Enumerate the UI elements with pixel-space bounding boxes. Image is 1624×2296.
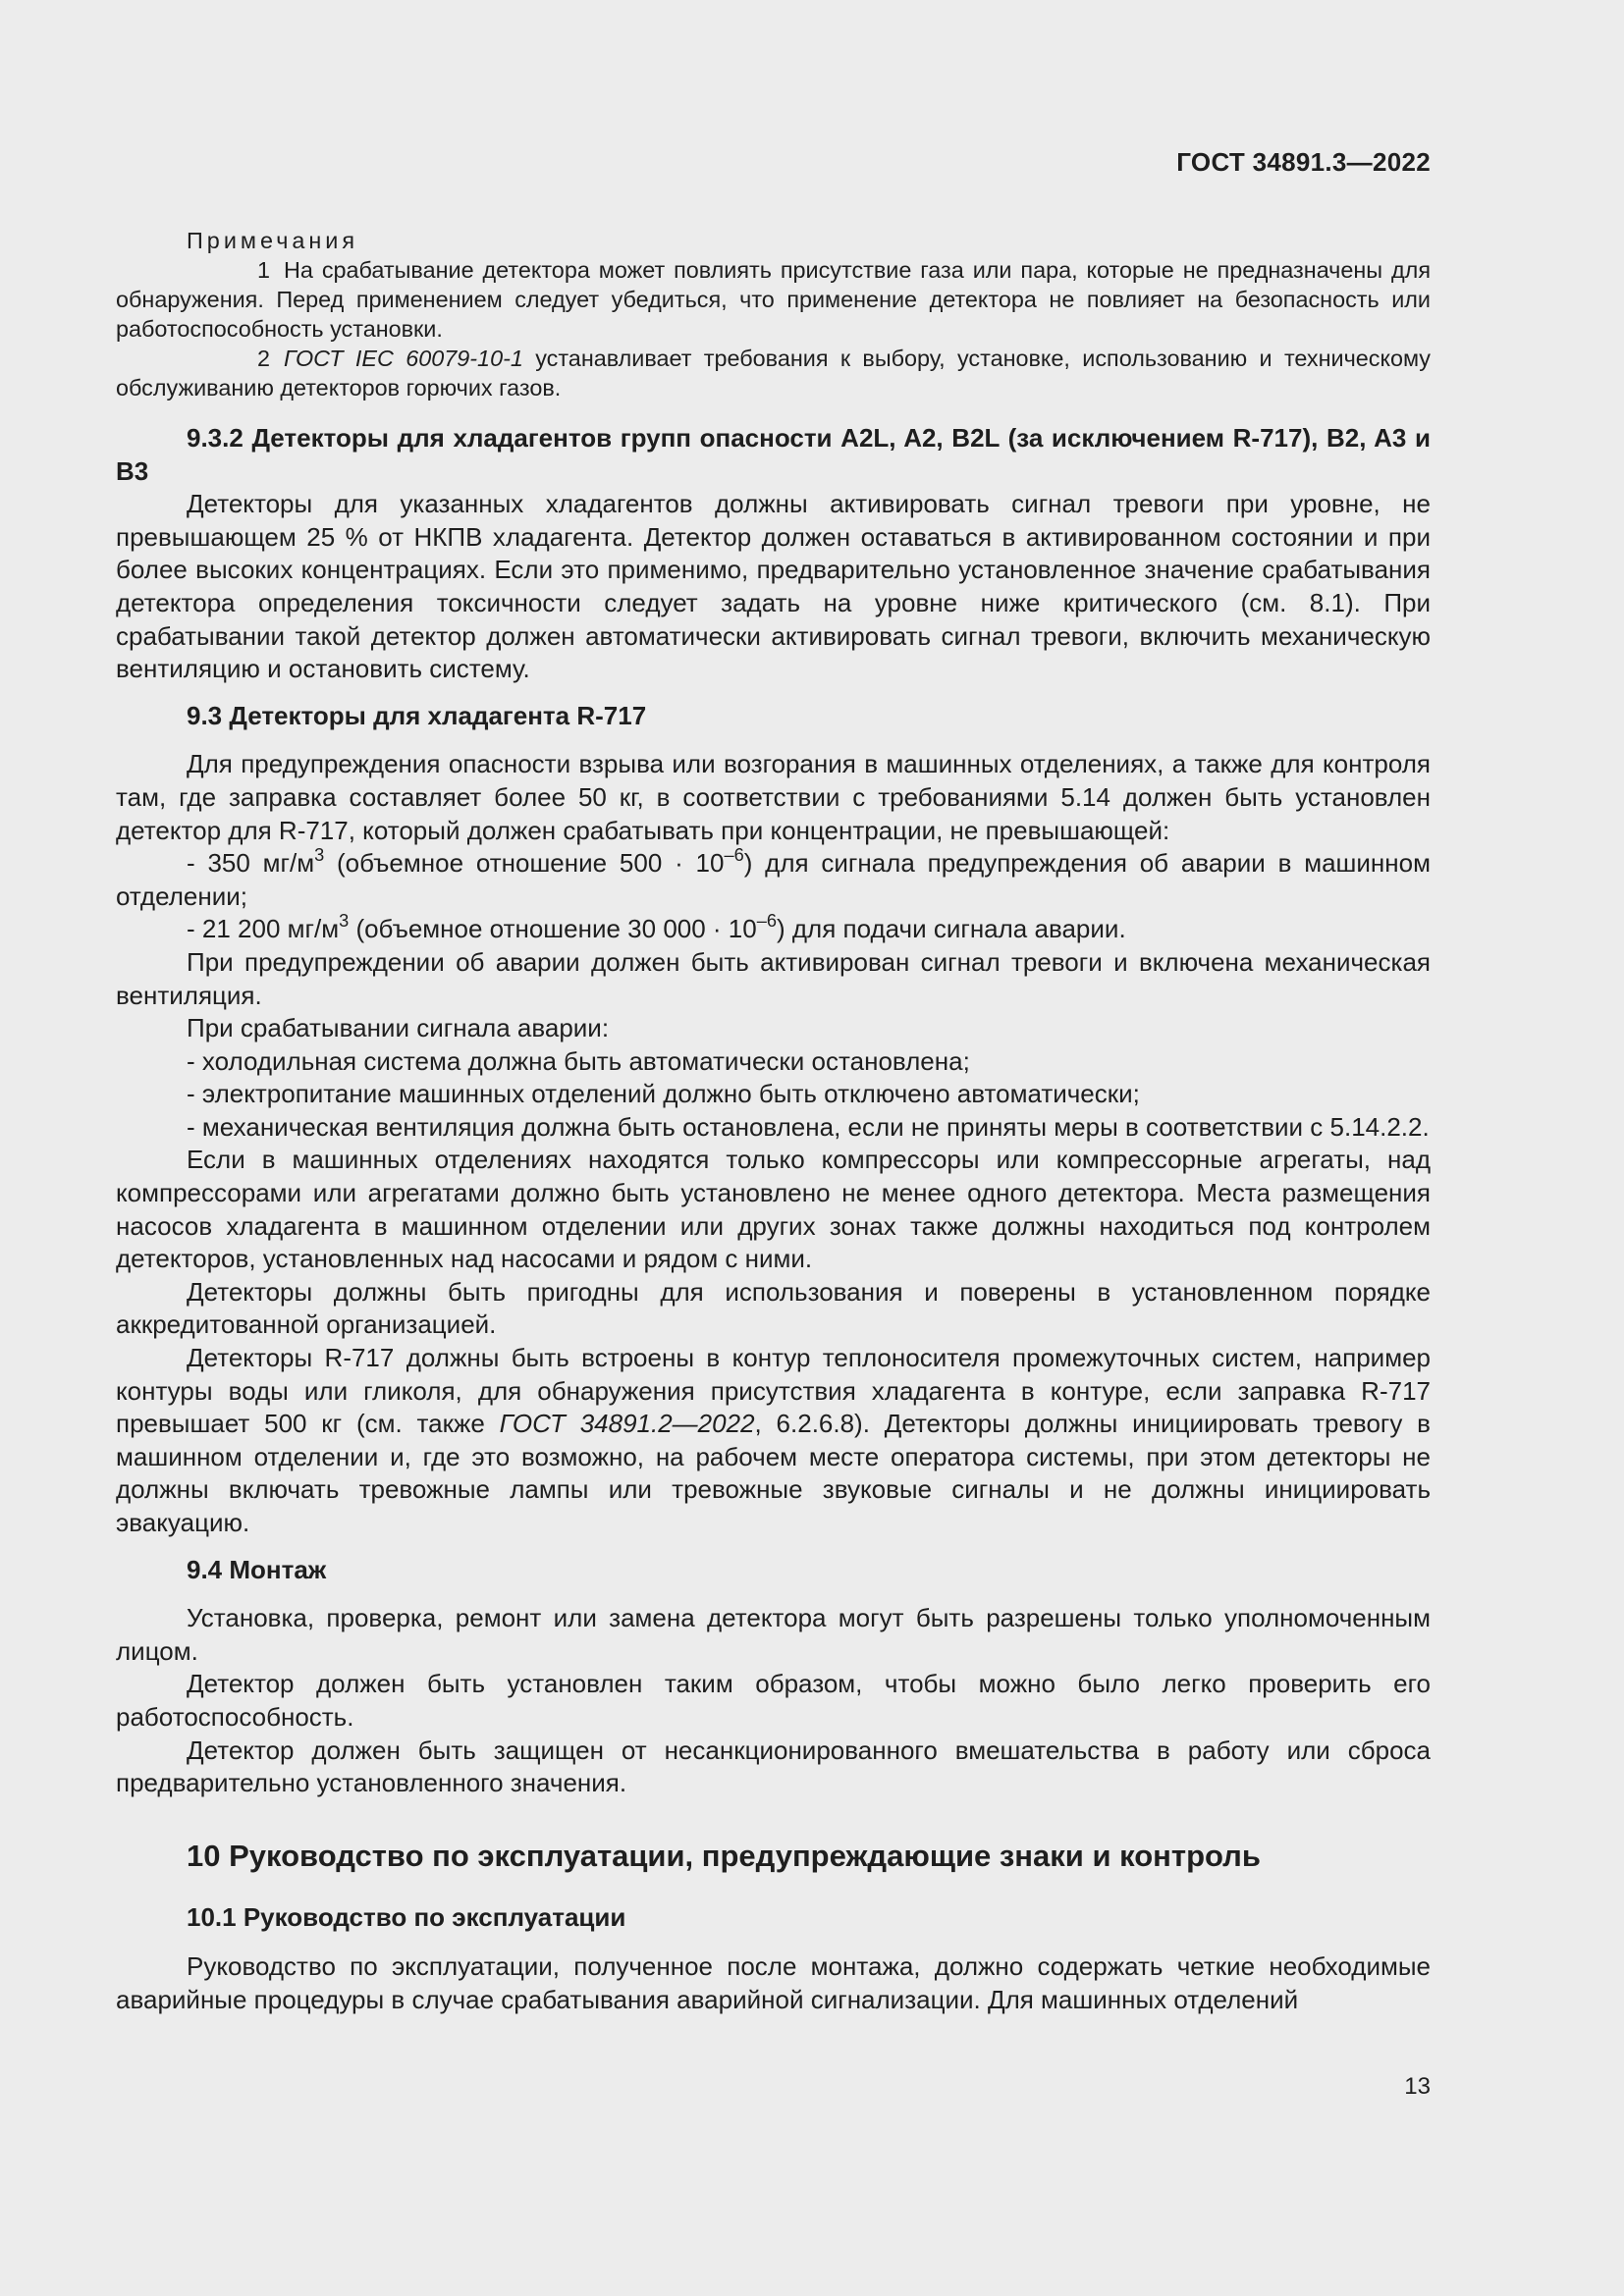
- list-text: - 21 200 мг/м: [187, 914, 340, 944]
- list-item: [116, 913, 1431, 946]
- section-heading-9-4: 9.4 Монтаж: [187, 1554, 327, 1584]
- paragraph: Для предупреждения опасности взрыва или возгорания в машинных отделениях, а также для контроля там, где заправка составляет более 50 кг, в соответствии с требованиями 5.14 должен быть установлен детектор для R-717, который должен срабатывать при концентрации, не превышающей:: [116, 749, 1431, 845]
- paragraph-text: , 6.2.6.8). Детекторы должны инициировать тревогу в машинном отделении и, где это возможно, на рабочем месте оператора системы, при этом детекторы не должны включать тревожные лампы или тревожные звуковые сигналы и не должны инициировать эвакуацию.: [116, 1409, 1431, 1537]
- superscript: 3: [339, 911, 350, 932]
- notes-title: Примечания: [187, 228, 359, 253]
- section-heading-9-3-2: 9.3.2 Детекторы для хладагентов групп опасности A2L, A2, B2L (за исключением R-717), B2, A3 и B3: [116, 423, 1431, 486]
- note-text: устанавливает требования к выбору, установке, использованию и техническому обслуживанию детекторов горючих газов.: [116, 346, 1432, 400]
- list-text: (объемное отношение 500 · 10: [324, 848, 725, 879]
- list-text: (объемное отношение 30 000 · 10: [349, 914, 757, 944]
- list-text: - 350 мг/м: [187, 848, 315, 879]
- superscript: –6: [756, 911, 777, 932]
- list-item: - холодильная система должна быть автоматически остановлена;: [187, 1045, 970, 1076]
- paragraph: При предупреждении об аварии должен быть активирован сигнал тревоги и включена механическая вентиляция.: [116, 946, 1431, 1010]
- standard-reference: ГОСТ 34891.2—2022: [499, 1409, 755, 1439]
- paragraph: Детекторы для указанных хладагентов должны активировать сигнал тревоги при уровне, не превышающем 25 % от НКПВ хладагента. Детектор должен оставаться в активированном состоянии и при более высоких концентрациях. Если это применимо, предварительно установленное значение срабатывания детектора определения токсичности следует задать на уровне ниже критического (см. 8.1). При срабатывании такой детектор должен автоматически активировать сигнал тревоги, включить механическую вентиляцию и остановить систему.: [116, 489, 1431, 684]
- list-item: - механическая вентиляция должна быть остановлена, если не приняты меры в соответствии с 5.14.2.2.: [187, 1111, 1430, 1142]
- superscript: –6: [724, 845, 744, 866]
- paragraph: Если в машинных отделениях находятся только компрессоры или компрессорные агрегаты, над компрессорами или агрегатами должно быть установлено не менее одного детектора. Места размещения насосов хладагента в машинном отделении или других зонах также должны находиться под контролем детекторов, установленных над насосами и рядом с ними.: [116, 1145, 1431, 1274]
- paragraph: При срабатывании сигнала аварии:: [187, 1013, 610, 1043]
- note-number: 1: [257, 257, 271, 283]
- paragraph: [116, 1342, 1431, 1540]
- superscript: 3: [314, 845, 325, 866]
- paragraph: Детекторы должны быть пригодны для использования и поверены в установленном порядке аккредитованной организацией.: [116, 1276, 1431, 1340]
- note-1: [116, 255, 1431, 344]
- paragraph-text: Детекторы R-717 должны быть встроены в контур теплоносителя промежуточных систем, например контуры воды или гликоля, для обнаружения присутствия хладагента в контуре, если заправка R-717 превышает 500 кг (см. также: [116, 1343, 1431, 1439]
- list-text: ) для сигнала предупреждения об аварии в машинном отделении;: [116, 848, 1431, 911]
- paragraph: Детектор должен быть защищен от несанкционированного вмешательства в работу или сброса предварительно установленного значения.: [116, 1735, 1431, 1798]
- section-heading-9-3: 9.3 Детекторы для хладагента R-717: [187, 700, 647, 730]
- section-heading-10-1: 10.1 Руководство по эксплуатации: [187, 1902, 626, 1933]
- note-number: 2: [257, 346, 271, 371]
- list-text: ) для подачи сигнала аварии.: [776, 914, 1126, 944]
- paragraph: Руководство по эксплуатации, полученное после монтажа, должно содержать четкие необходимые аварийные процедуры в случае срабатывания аварийной сигнализации. Для машинных отделений: [116, 1950, 1431, 2014]
- document-id-header: ГОСТ 34891.3—2022: [1176, 147, 1431, 177]
- notes-block: [116, 226, 1431, 402]
- paragraph: Установка, проверка, ремонт или замена детектора могут быть разрешены только уполномоченным лицом.: [116, 1603, 1431, 1666]
- note-text: На срабатывание детектора может повлиять присутствие газа или пара, которые не предназначены для обнаружения. Перед применением следует убедиться, что применение детектора не повлияет на безопасность или работоспособность установки.: [116, 257, 1431, 342]
- list-item: [116, 847, 1431, 913]
- page-content: [116, 226, 1431, 2016]
- note-reference: ГОСТ IEC 60079-10-1: [284, 346, 523, 371]
- page-number: 13: [1404, 2073, 1431, 2100]
- note-2: [116, 344, 1431, 402]
- list-item: - электропитание машинных отделений должно быть отключено автоматически;: [187, 1079, 1140, 1109]
- paragraph: Детектор должен быть установлен таким образом, чтобы можно было легко проверить его работоспособность.: [116, 1669, 1431, 1732]
- section-heading-10: 10 Руководство по эксплуатации, предупреждающие знаки и контроль: [187, 1838, 1261, 1873]
